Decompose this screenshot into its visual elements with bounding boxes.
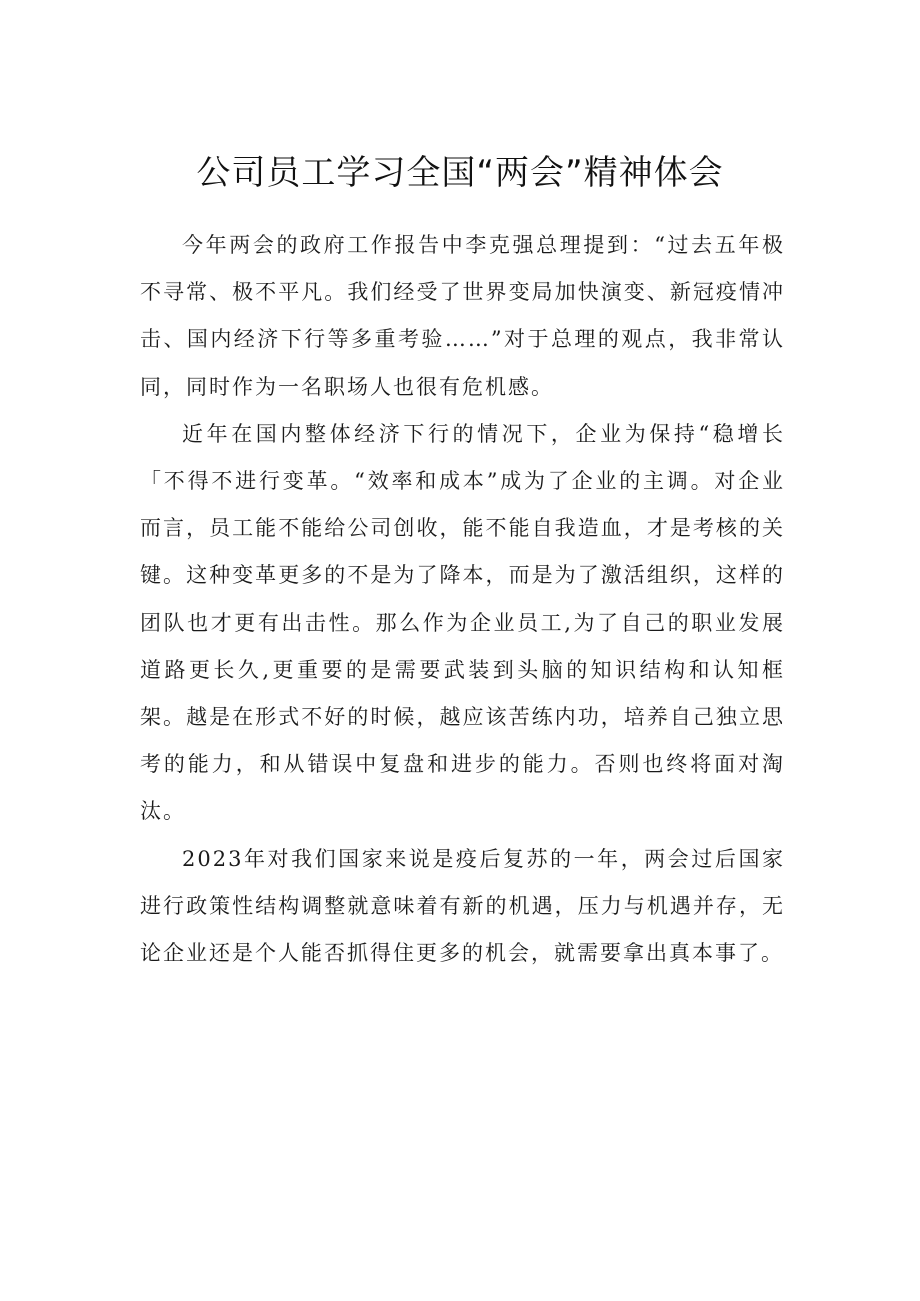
paragraph-1: 今年两会的政府工作报告中李克强总理提到：“过去五年极不寻常、极不平凡。我们经受了世界变局加快演变、新冠疫情冲击、国内经济下行等多重考验……”对于总理的观点，我非常认同，同时作为一名职场人也很有危机感。 xyxy=(140,233,785,399)
document-title: 公司员工学习全国“两会”精神体会 xyxy=(196,153,724,193)
document-body xyxy=(140,222,785,977)
paragraph-3: 2023年对我们国家来说是疫后复苏的一年，两会过后国家进行政策性结构调整就意味着有新的机遇，压力与机遇并存，无论企业还是个人能否抓得住更多的机会，就需要拿出真本事了。 xyxy=(140,846,785,966)
paragraph-2: 近年在国内整体经济下行的情况下，企业为保持“稳增长「不得不进行变革。“效率和成本”成为了企业的主调。对企业而言，员工能不能给公司创收，能不能自我造血，才是考核的关键。这种变革更多的不是为了降本，而是为了激活组织，这样的团队也才更有出击性。那么作为企业员工,为了自己的职业发展道路更长久,更重要的是需要武装到头脑的知识结构和认知框架。越是在形式不好的时候，越应该苦练内功，培养自己独立思考的能力，和从错误中复盘和进步的能力。否则也终将面对淘汰。 xyxy=(140,421,785,824)
